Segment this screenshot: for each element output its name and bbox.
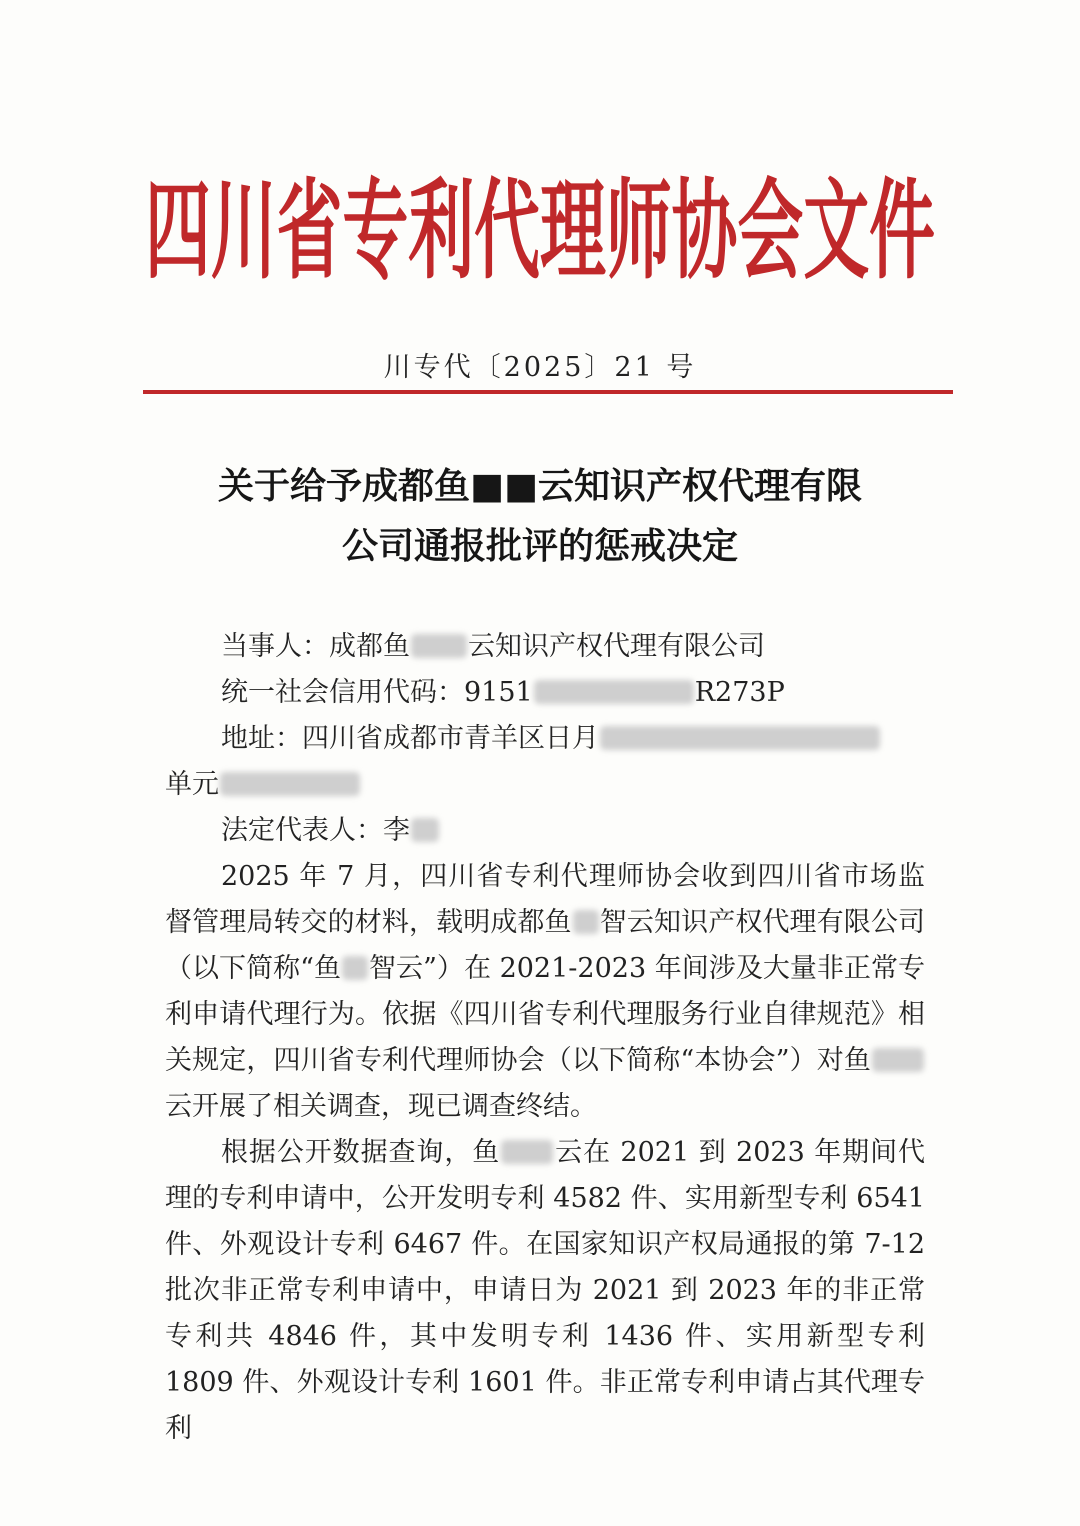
paragraph-1-part-1: 2025 年 7 月，四川省专利代理师协会收到四川省市场监督管理局转交的材料，载明成都鱼 xyxy=(165,861,925,938)
redacted-mark xyxy=(600,726,880,750)
credit-code-label: 统一社会信用代码： xyxy=(221,677,464,708)
paragraph-2-part-2: 云在 2021 到 2023 年期间代理的专利申请中，公开发明专利 4582 件、实用新型专利 6541 件、外观设计专利 6467 件。在国家知识产权局通报的第 7-12 批次非正常专利申请中，申请日为 2021 到 2023 年的非正常专利共 4846 件，其中发明专利 1436 件、实用新型专利 1809 件、外观设计专利 1601 件。非正常专利申请占其代理专利 xyxy=(165,1137,926,1444)
redacted-mark xyxy=(342,956,368,980)
address-line-2 xyxy=(165,762,925,808)
legal-rep-label: 法定代表人： xyxy=(221,815,383,846)
document-body xyxy=(165,624,925,1452)
credit-code-post: R273P xyxy=(694,677,785,708)
paragraph-2-part-1: 根据公开数据查询，鱼 xyxy=(221,1137,501,1168)
legal-rep-pre: 李 xyxy=(383,815,410,846)
party-label: 当事人： xyxy=(221,631,329,662)
paragraph-1 xyxy=(165,854,925,1130)
red-divider-line xyxy=(143,390,953,394)
redacted-mark xyxy=(501,1140,553,1164)
party-name-post: 云知识产权代理有限公司 xyxy=(468,631,765,662)
document-title xyxy=(140,456,940,576)
document-number: 川专代〔2025〕21 号 xyxy=(383,352,697,383)
party-name-pre: 成都鱼 xyxy=(329,631,410,662)
party-line xyxy=(165,624,925,670)
redacted-mark xyxy=(872,1048,924,1072)
address-line2-pre: 单元 xyxy=(165,769,219,800)
masthead-title: 四川省专利代理师协会文件 xyxy=(145,169,935,290)
redacted-mark xyxy=(220,772,360,796)
redacted-mark xyxy=(573,910,599,934)
address-pre: 四川省成都市青羊区日月 xyxy=(302,723,599,754)
address-label: 地址： xyxy=(221,723,302,754)
paragraph-1-part-4: 云开展了相关调查，现已调查终结。 xyxy=(165,1091,597,1122)
paragraph-1-part-3: 智云”）在 2021-2023 年间涉及大量非正常专利申请代理行为。依据《四川省专利代理服务行业自律规范》相关规定，四川省专利代理师协会（以下简称“本协会”）对鱼 xyxy=(165,953,925,1076)
masthead-svg xyxy=(140,150,940,290)
redacted-mark xyxy=(411,634,467,658)
redacted-mark xyxy=(534,680,694,704)
title-line-1: 关于给予成都鱼■■云知识产权代理有限 xyxy=(217,465,863,507)
masthead xyxy=(140,150,940,290)
title-line-2: 公司通报批评的惩戒决定 xyxy=(341,525,738,567)
address-line xyxy=(165,716,925,762)
credit-code-pre: 9151 xyxy=(464,677,533,708)
legal-rep-line xyxy=(165,808,925,854)
credit-code-line xyxy=(165,670,925,716)
paragraph-1-part-2: 智云知识产权代理有限公司（以下简称“鱼 xyxy=(165,907,926,984)
redacted-mark xyxy=(411,818,439,842)
paragraph-2 xyxy=(165,1130,925,1452)
